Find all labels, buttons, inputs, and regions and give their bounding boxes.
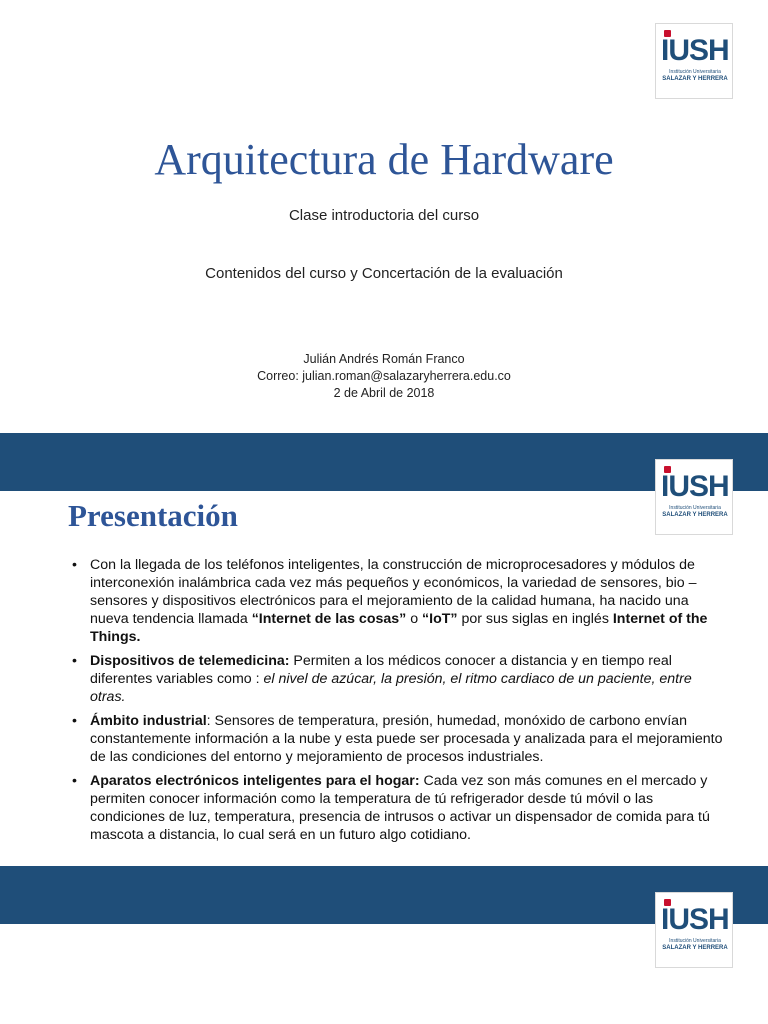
slide-divider-band <box>0 866 768 924</box>
bullet-item: • Con la llegada de los teléfonos inteligentes, la construcción de microprocesadores y módulos de interconexión inalámbrica cada vez más pequeños y económicos, la variedad de sensores, bio – sensores y dispositivos electrónicos para el mejoramiento de la calidad humana, ha nacido una nueva tendencia llamada “Internet de las cosas” o “IoT” por sus siglas en inglés Internet of the Things. <box>72 556 724 646</box>
logo-line2: SALAZAR Y HERRERA <box>662 512 728 518</box>
slide1-title: Arquitectura de Hardware <box>154 135 614 184</box>
logo-mark: IUSH <box>661 34 729 67</box>
slide1-topic: Contenidos del curso y Concertación de la evaluación <box>205 265 563 282</box>
bullet-item: • Aparatos electrónicos inteligentes para el hogar: Cada vez son más comunes en el mercado y permiten conocer información como la temperatura de tú refrigerador desde tú móvil o las condiciones de luz, temperatura, presencia de intrusos o activar un dispensador de comida para tú mascota a distancia, lo cual será en un futuro algo cotidiano. <box>72 772 724 844</box>
slide-divider-band <box>0 433 768 491</box>
iush-logo <box>655 23 733 99</box>
logo-mark: IUSH <box>661 903 729 936</box>
iush-logo <box>655 459 733 535</box>
logo-line1: Institución Universitaria <box>669 505 721 511</box>
slide1-author: Julián Andrés Román Franco <box>303 352 465 366</box>
bullet-list <box>72 556 724 850</box>
slide2-title: Presentación <box>68 498 238 533</box>
slide1-subtitle: Clase introductoria del curso <box>288 207 480 224</box>
logo-line2: SALAZAR Y HERRERA <box>662 945 728 951</box>
logo-line1: Institución Universitaria <box>669 69 721 75</box>
logo-line2: SALAZAR Y HERRERA <box>662 76 728 82</box>
slide1-date: 2 de Abril de 2018 <box>333 386 435 400</box>
logo-line1: Institución Universitaria <box>669 938 721 944</box>
slide-3 <box>0 903 768 1024</box>
slide1-email: Correo: julian.roman@salazaryherrera.edu.co <box>257 369 511 383</box>
bullet-item: • Dispositivos de telemedicina: Permiten a los médicos conocer a distancia y en tiempo real diferentes variables como : el nivel de azúcar, la presión, el ritmo cardiaco de un paciente, entre otras. <box>72 652 724 706</box>
slide-1 <box>0 0 768 433</box>
iush-logo <box>655 892 733 968</box>
bullet-item: • Ámbito industrial: Sensores de temperatura, presión, humedad, monóxido de carbono envían constantemente información a la nube y esta puede ser procesada y analizada para el mejoramiento de las condiciones del entorno y mejoramiento de procesos industriales. <box>72 712 724 766</box>
logo-mark: IUSH <box>661 470 729 503</box>
